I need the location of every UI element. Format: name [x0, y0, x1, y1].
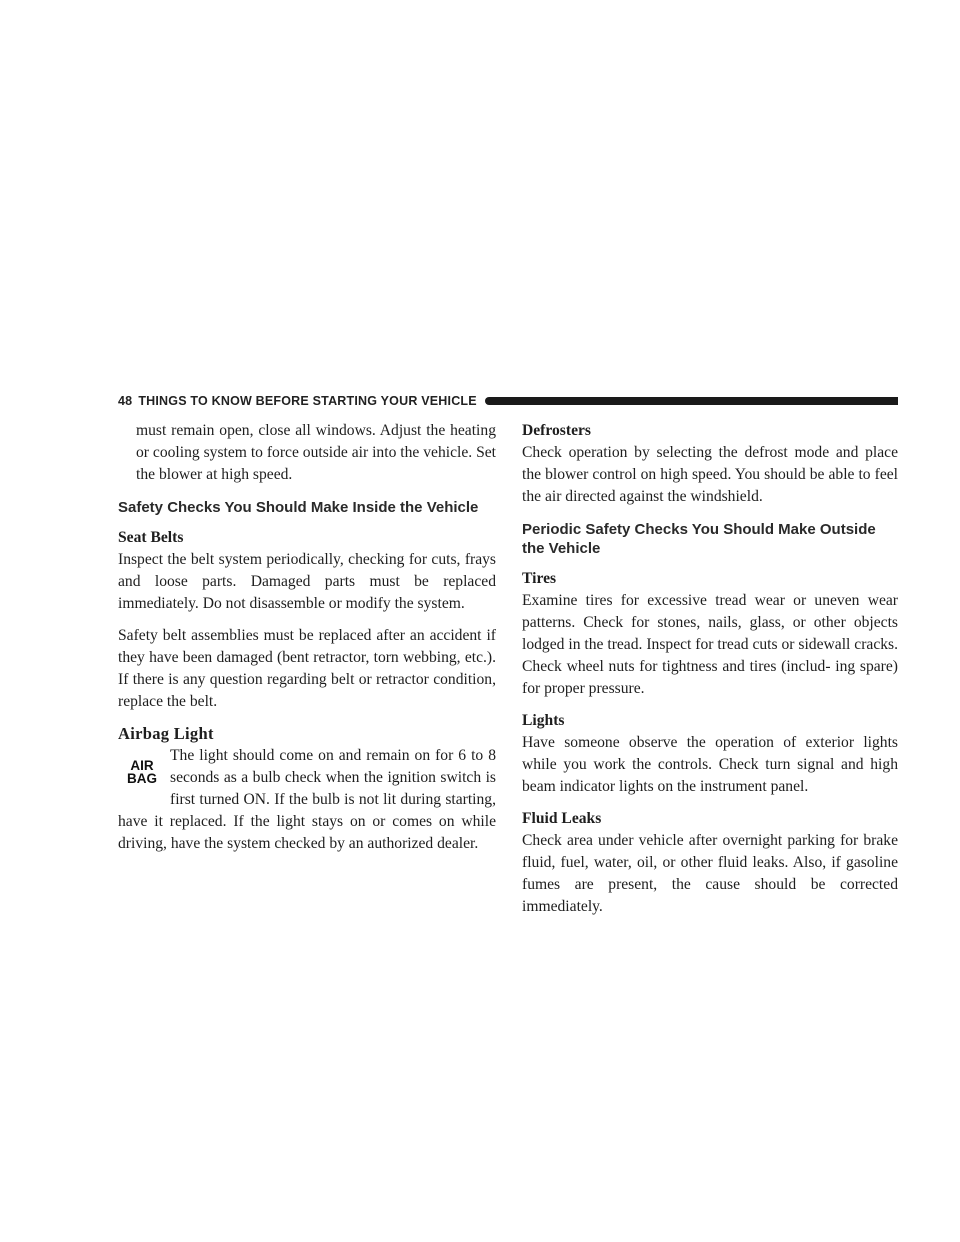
airbag-section — [118, 745, 496, 865]
left-column — [118, 420, 496, 865]
airbag-icon-line1: AIR — [130, 758, 154, 773]
lights-paragraph: Have someone observe the operation of exterior lights while you work the controls. Check turn signal and high beam indicator lights on the instrument panel. — [522, 734, 898, 795]
airbag-icon — [120, 749, 164, 795]
lights-heading: Lights — [522, 712, 565, 729]
header-title: THINGS TO KNOW BEFORE STARTING YOUR VEHICLE — [138, 394, 477, 408]
defrosters-paragraph: Check operation by selecting the defrost mode and place the blower control on high speed. You should be able to feel the air directed against the windshield. — [522, 444, 898, 505]
fluid-leaks-paragraph: Check area under vehicle after overnight parking for brake fluid, fuel, water, oil, or other fluid leaks. Also, if gasoline fumes are present, the cause should be corrected immediately. — [522, 832, 898, 915]
fluid-leaks-heading: Fluid Leaks — [522, 810, 602, 827]
outside-checks-heading: Periodic Safety Checks You Should Make Outside the Vehicle — [522, 521, 876, 557]
right-column — [522, 420, 898, 928]
tires-paragraph: Examine tires for excessive tread wear or uneven wear patterns. Check for stones, nails, glass, or other objects lodged in the tread. Inspect for tread cuts or sidewall cracks. Check wheel nuts for tightness and tires (includ- ing spare) for proper pressure. — [522, 592, 898, 697]
page-header — [118, 390, 898, 412]
defrosters-heading: Defrosters — [522, 422, 591, 439]
intro-paragraph: must remain open, close all windows. Adjust the heating or cooling system to force outside air into the vehicle. Set the blower at high speed. — [136, 422, 496, 483]
airbag-icon-line2: BAG — [127, 771, 157, 786]
page-number: 48 — [118, 394, 133, 408]
tires-heading: Tires — [522, 570, 557, 587]
inside-checks-heading: Safety Checks You Should Make Inside the Vehicle — [118, 499, 479, 516]
seat-belts-heading: Seat Belts — [118, 529, 184, 546]
seat-belts-paragraph-1: Inspect the belt system periodically, checking for cuts, frays and loose parts. Damaged parts must be replaced immediately. Do not disassemble or modify the system. — [118, 551, 496, 612]
airbag-paragraph: The light should come on and remain on for 6 to 8 seconds as a bulb check when the ignition switch is first turned ON. If the bulb is not lit during starting, have it replaced. If the light stays on or comes on while driving, have the system checked by an authorized dealer. — [118, 747, 496, 852]
header-bar — [485, 397, 898, 405]
seat-belts-paragraph-2: Safety belt assemblies must be replaced after an accident if they have been damaged (bent retractor, torn webbing, etc.). If there is any question regarding belt or retractor condition, replace the belt. — [118, 627, 496, 710]
airbag-light-heading: Airbag Light — [118, 724, 214, 743]
